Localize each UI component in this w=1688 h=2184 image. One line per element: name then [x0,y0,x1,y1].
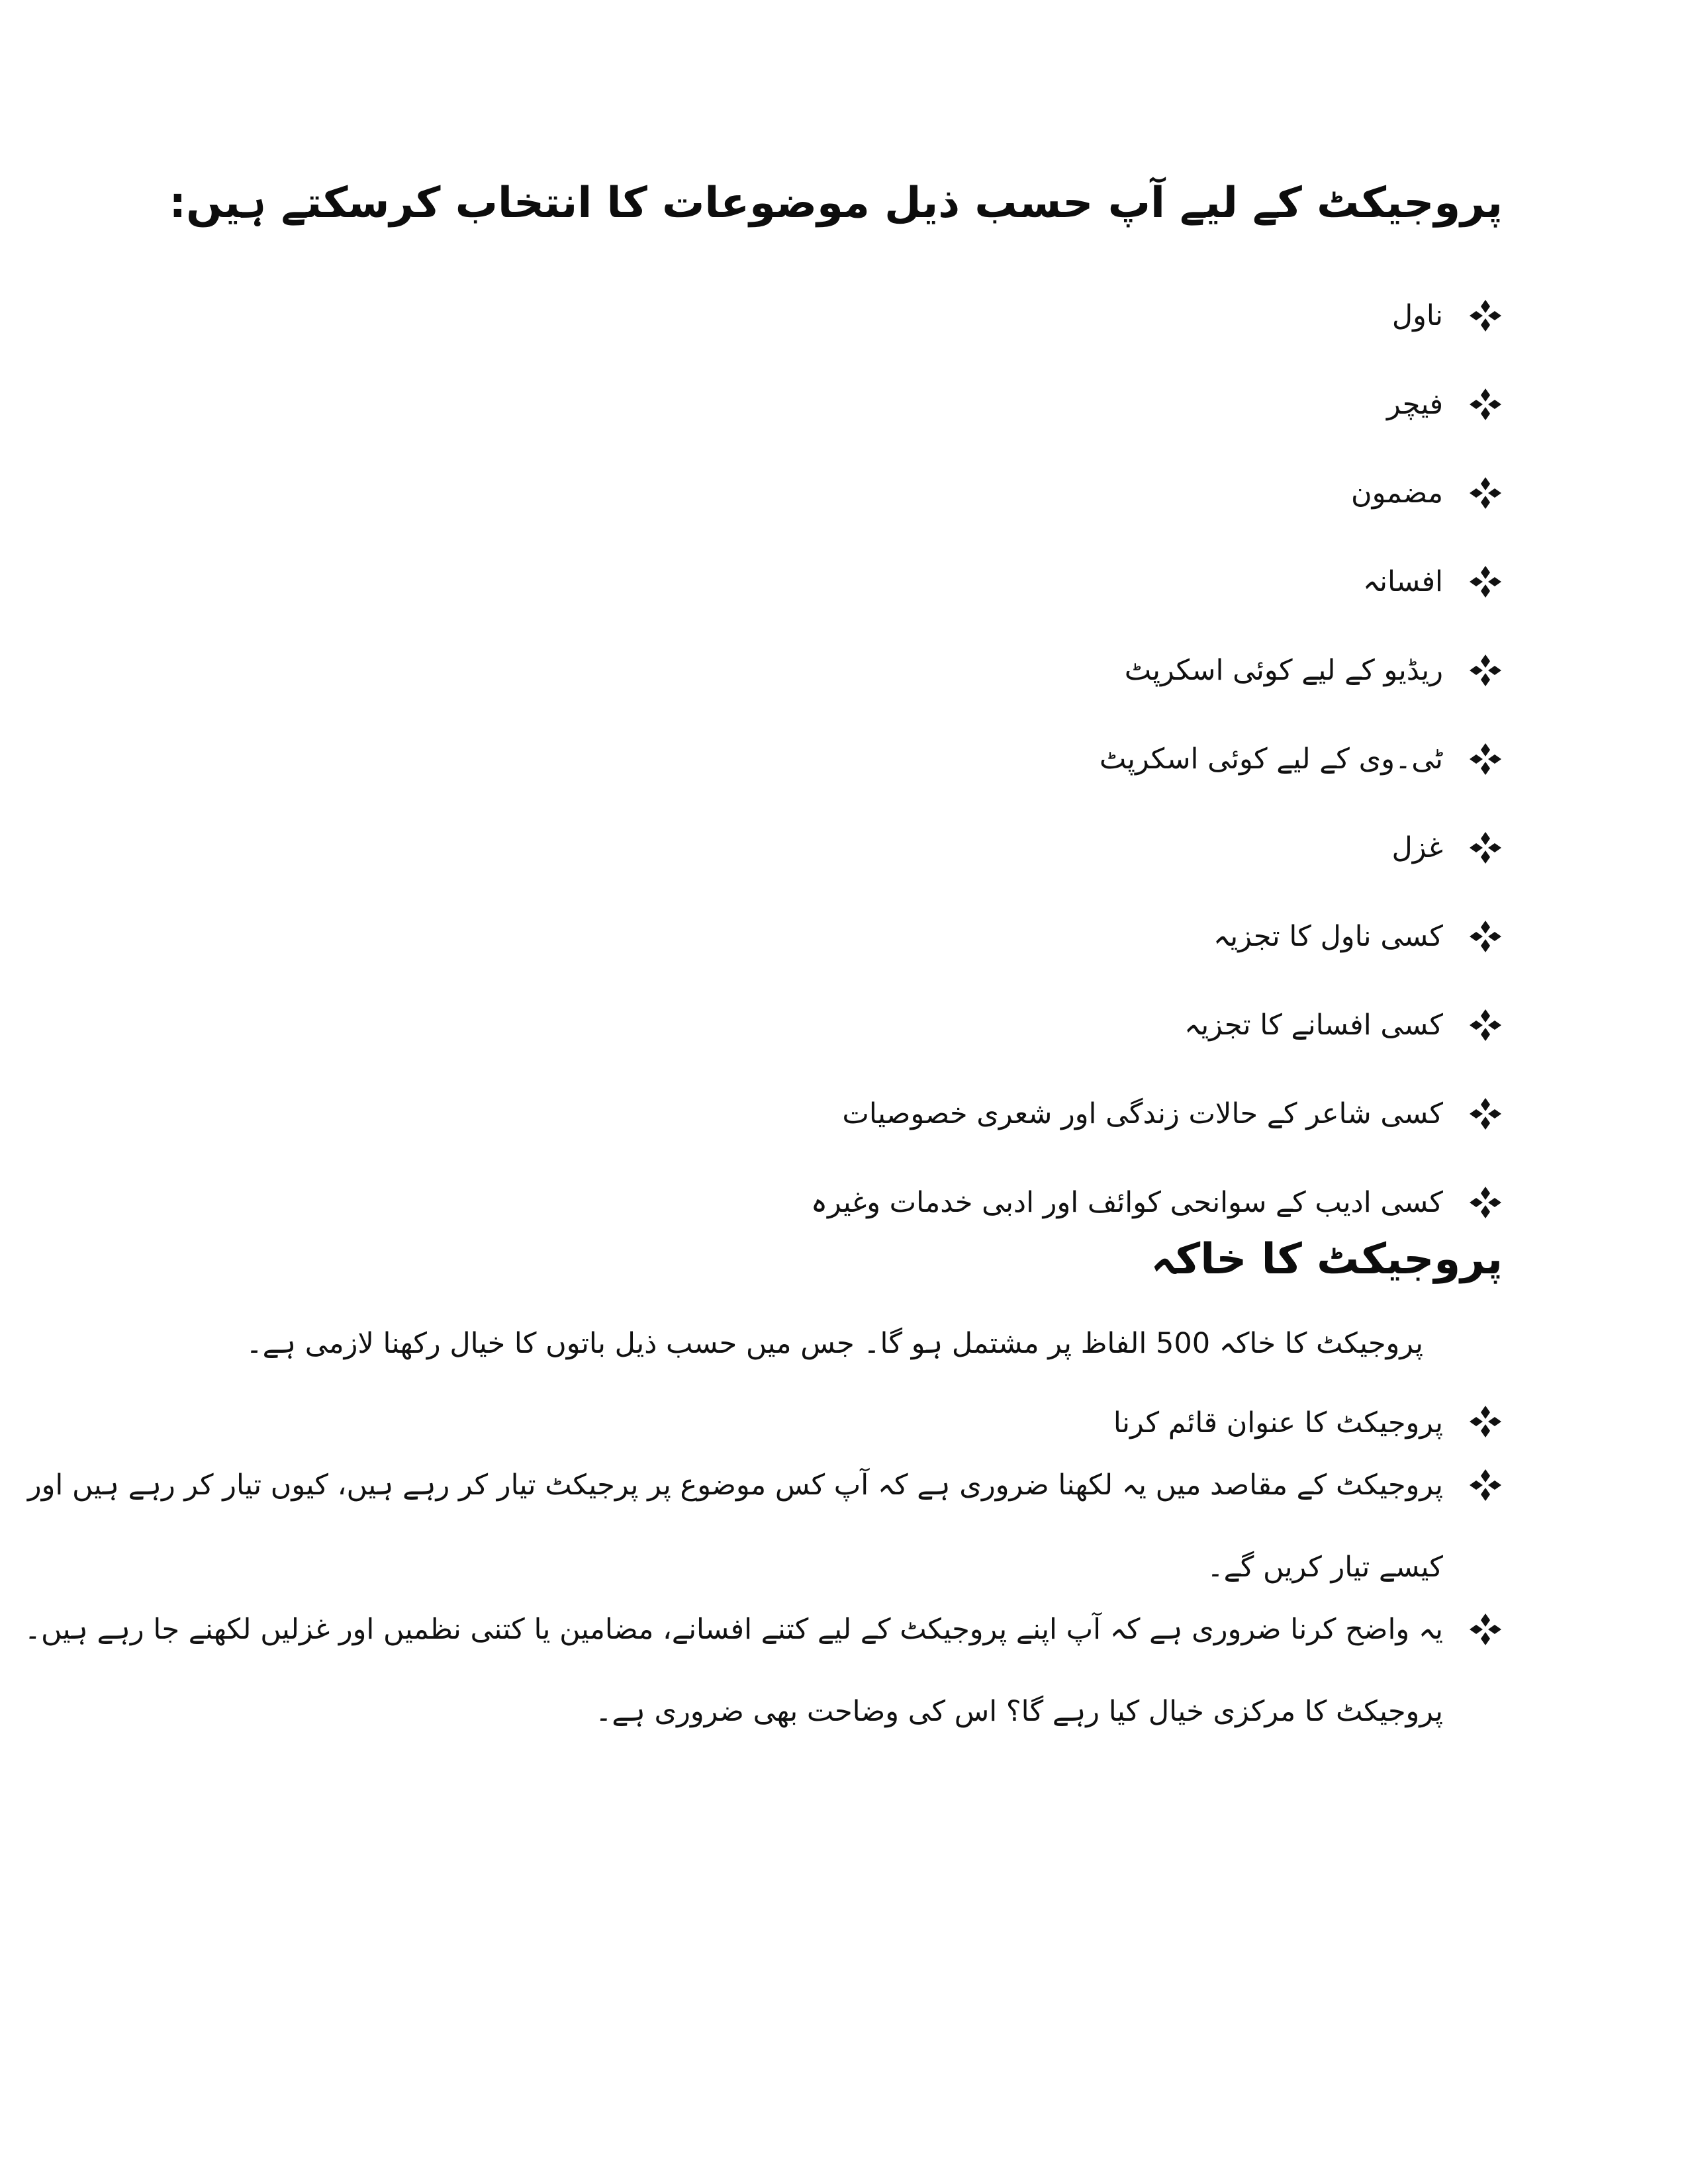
list-item [811,981,1503,1069]
topic-label: کسی شاعر کے حالات زندگی اور شعری خصوصیات [842,1097,1443,1130]
topic-label: کسی ادیب کے سوانحی کوائف اور ادبی خدمات وغیرہ [810,1186,1443,1219]
topic-label: مضمون [1351,477,1443,510]
outline-points-list [0,1400,1503,1752]
outline-point-text: پروجیکٹ کے مقاصد میں یہ لکھنا ضروری ہے کہ آپ کس موضوع پر پرجیکٹ تیار کر رہے ہیں، کیوں تیار کر رہے ہیں اور کیسے تیار کریں گے۔ [27,1469,1443,1584]
list-item [811,803,1503,892]
topic-label: ریڈیو کے لیے کوئی اسکرپٹ [1124,654,1443,687]
four-diamond-bullet-icon [1468,919,1503,954]
topic-label: افسانہ [1362,565,1443,598]
four-diamond-bullet-icon [1468,476,1503,510]
topic-label: فیچر [1386,388,1443,421]
list-item [811,892,1503,981]
four-diamond-bullet-icon [1468,1404,1503,1439]
section-heading-topics: پروجیکٹ کے لیے آپ حسب ذیل موضوعات کا انتخاب کرسکتے ہیں: [169,179,1503,228]
outline-point-text: یہ واضح کرنا ضروری ہے کہ آپ اپنے پروجیکٹ کے لیے کتنے افسانے، مضامین یا کتنی نظمیں اور غزلیں لکھنے جا رہے ہیں۔ پروجیکٹ کا مرکزی خیال کیا رہے گا؟ اس کی وضاحت بھی ضروری ہے۔ [24,1613,1443,1728]
list-item [811,449,1503,537]
four-diamond-bullet-icon [1468,1468,1503,1502]
four-diamond-bullet-icon [1468,1612,1503,1647]
four-diamond-bullet-icon [1468,1097,1503,1131]
four-diamond-bullet-icon [1468,1185,1503,1220]
topic-list [811,271,1503,1247]
four-diamond-bullet-icon [1468,1008,1503,1042]
list-item [811,1069,1503,1158]
list-item [811,360,1503,449]
list-item [0,1464,1503,1608]
list-item [811,271,1503,360]
topic-label: کسی افسانے کا تجزیہ [1184,1009,1443,1042]
list-item [811,715,1503,803]
topic-label: ناول [1391,299,1443,332]
four-diamond-bullet-icon [1468,653,1503,688]
outline-point-text: پروجیکٹ کا عنوان قائم کرنا [1113,1406,1443,1439]
four-diamond-bullet-icon [1468,831,1503,865]
outline-intro-paragraph: پروجیکٹ کا خاکہ 500 الفاظ پر مشتمل ہو گا۔ جس میں حسب ذیل باتوں کا خیال رکھنا لازمی ہے۔ [246,1327,1423,1360]
four-diamond-bullet-icon [1468,298,1503,333]
topic-label: ٹی۔وی کے لیے کوئی اسکرپٹ [1099,743,1443,776]
list-item [811,537,1503,626]
four-diamond-bullet-icon [1468,742,1503,776]
section-heading-project-outline: پروجیکٹ کا خاکہ [1150,1235,1503,1284]
list-item [811,626,1503,715]
four-diamond-bullet-icon [1468,387,1503,422]
list-item [0,1608,1503,1752]
four-diamond-bullet-icon [1468,565,1503,599]
topic-label: کسی ناول کا تجزیہ [1213,920,1443,953]
topic-label: غزل [1391,831,1443,864]
